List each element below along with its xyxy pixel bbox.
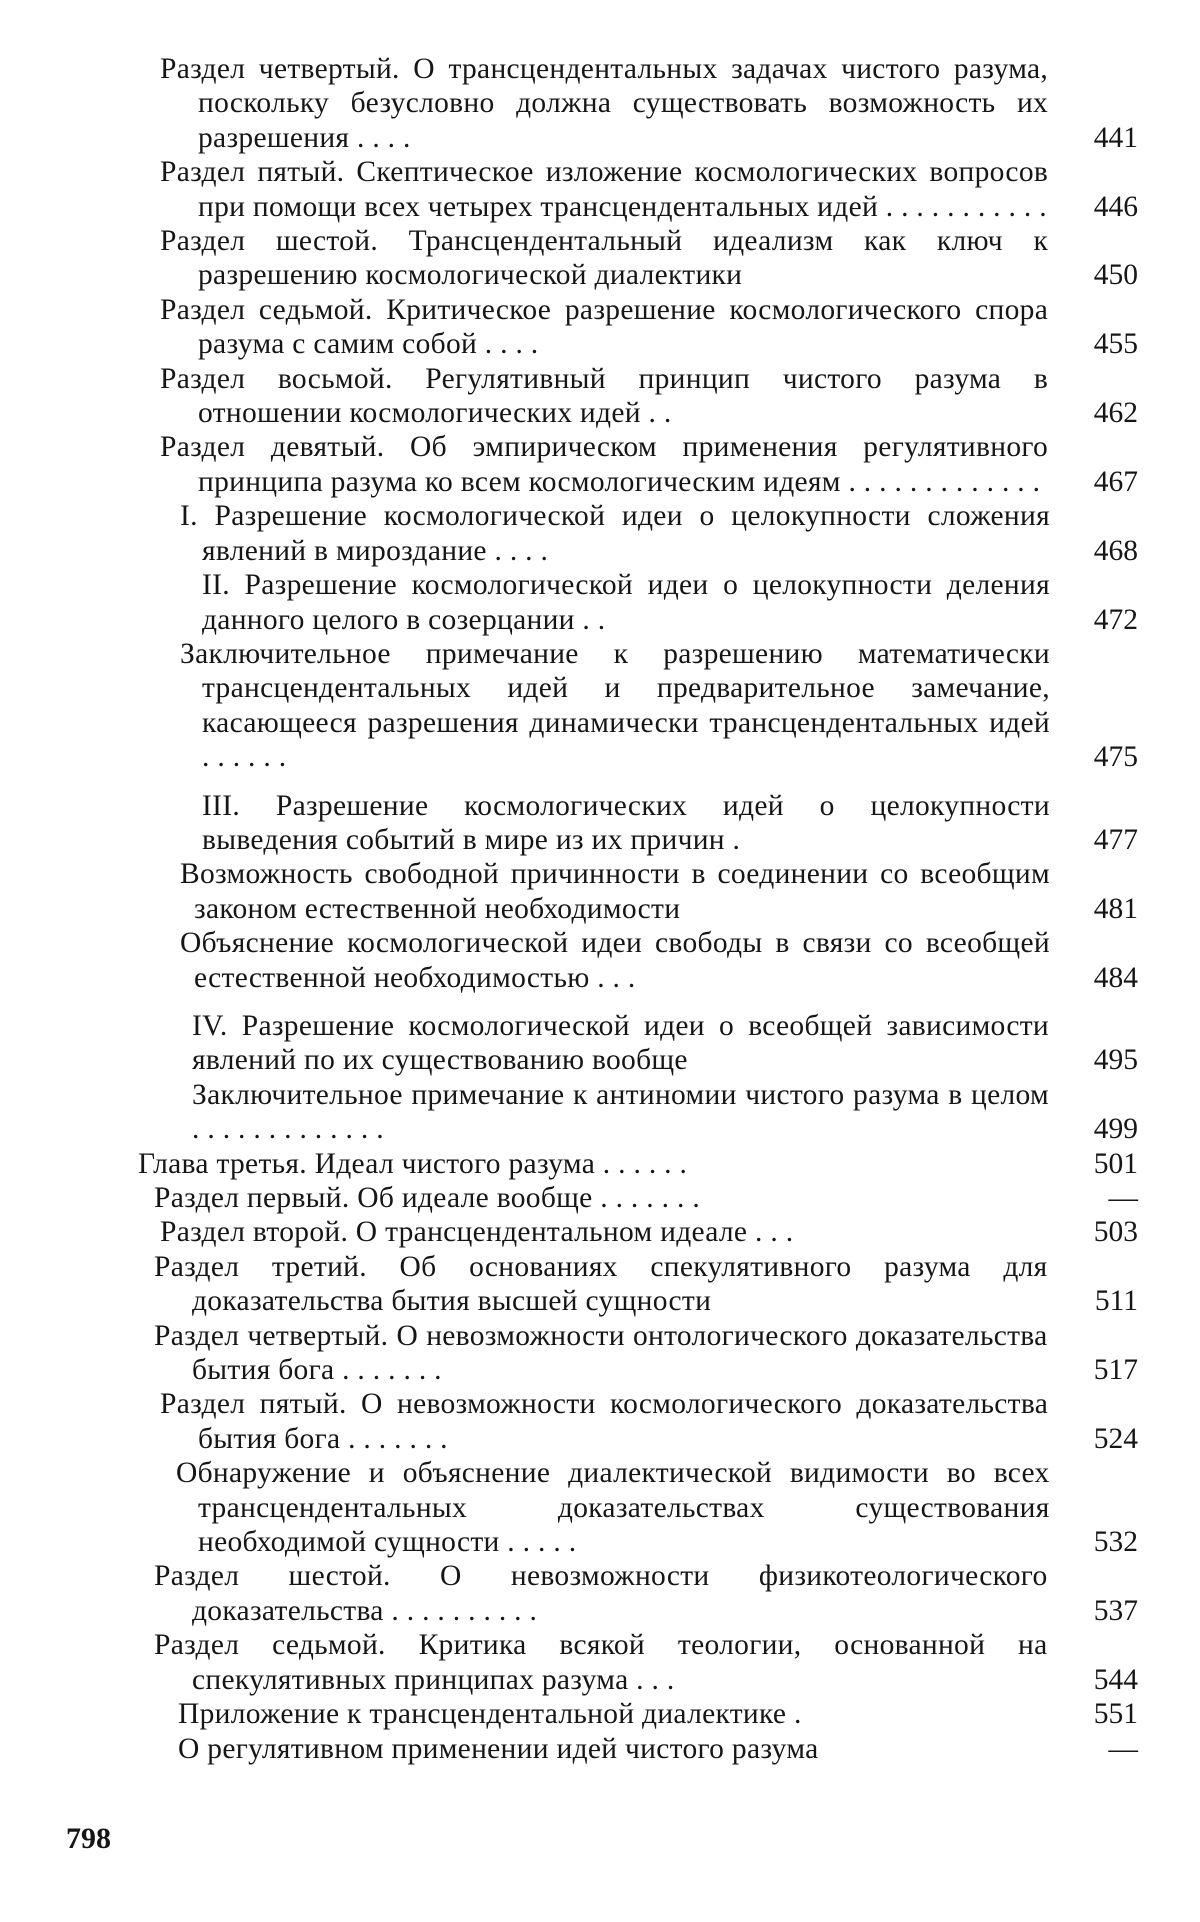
toc-entry-page: 462 <box>1093 397 1138 430</box>
toc-entry <box>138 499 1138 568</box>
toc-entry-title: Возможность свободной причинности в соединении со всеобщим законом естественной необходимости <box>180 858 1050 925</box>
toc-entry-page: — <box>1108 1732 1138 1765</box>
toc-entry <box>138 362 1138 431</box>
toc-entry-title: Обнаружение и объяснение диалектической видимости во всех трансцендентальных доказательствах существования необходимой сущности . . . . . <box>176 1457 1050 1559</box>
table-of-contents <box>138 52 1138 1766</box>
toc-entry-page: 450 <box>1093 259 1138 292</box>
toc-entry-page: 511 <box>1094 1285 1138 1318</box>
toc-entry-page: 441 <box>1093 121 1138 154</box>
toc-entry <box>138 1387 1138 1456</box>
toc-entry <box>138 1456 1138 1559</box>
toc-entry-page: 501 <box>1093 1147 1138 1180</box>
toc-entry-page: 495 <box>1093 1044 1138 1077</box>
toc-entry-page: 468 <box>1093 534 1138 567</box>
toc-entry-title: Раздел третий. Об основаниях спекулятивного разума для доказательства бытия высшей сущности <box>154 1250 1048 1318</box>
toc-entry <box>138 430 1138 499</box>
toc-entry-page: — <box>1108 1182 1138 1214</box>
page-number: 798 <box>66 1822 111 1855</box>
toc-entry <box>138 1319 1138 1388</box>
toc-entry-page: 532 <box>1093 1526 1138 1559</box>
toc-entry-title: Раздел седьмой. Критика всякой теологии, основанной на спекулятивных принципах разума . . . <box>154 1629 1048 1696</box>
toc-entry-title: Раздел шестой. Трансцендентальный идеализм как ключ к разрешению космологической диалектики <box>160 225 1049 292</box>
toc-entry-title: I. Разрешение космологической идеи о целокупности сложения явлений в мироздание . . . . <box>180 500 1050 567</box>
toc-entry-title: Раздел восьмой. Регулятивный принцип чистого разума в отношении космологических идей . . <box>160 362 1049 430</box>
toc-entry <box>138 155 1138 224</box>
toc-entry-page: 517 <box>1093 1354 1138 1387</box>
toc-entry-title: Раздел седьмой. Критическое разрешение космологического спора разума с самим собой . . . . <box>160 293 1049 361</box>
toc-entry-page: 551 <box>1093 1698 1138 1731</box>
toc-entry <box>138 789 1138 858</box>
toc-entry <box>138 857 1138 926</box>
toc-entry-title: Раздел четвертый. О трансцендентальных задачах чистого разума, поскольку безусловно должна существовать возможность их разрешения . . . . <box>160 53 1049 154</box>
toc-entry-page: 503 <box>1093 1216 1138 1249</box>
toc-entry-title: Заключительное примечание к разрешению математически трансцендентальных идей и предварительное замечание, касающееся разрешения динамически трансцендентальных идей . . . . . . <box>180 637 1050 774</box>
toc-entry-title: Объяснение космологической идеи свободы в связи со всеобщей естественной необходимостью . . . <box>180 927 1050 994</box>
toc-entry <box>138 1147 1138 1181</box>
toc-entry-page: 467 <box>1093 465 1138 498</box>
toc-entry <box>138 1250 1138 1319</box>
toc-entry <box>138 926 1138 995</box>
toc-entry <box>138 52 1138 155</box>
toc-entry-title: Приложение к трансцендентальной диалектике . <box>178 1698 802 1731</box>
toc-entry <box>138 568 1138 637</box>
toc-entry <box>138 1559 1138 1628</box>
toc-entry-title: Глава третья. Идеал чистого разума . . . . . . <box>138 1147 688 1180</box>
toc-entry-page: 484 <box>1093 961 1138 994</box>
toc-entry-title: Раздел пятый. О невозможности космологического доказательства бытия бога . . . . . . . <box>160 1388 1049 1455</box>
toc-entry-page: 544 <box>1093 1663 1138 1696</box>
toc-entry <box>138 293 1138 362</box>
toc-entry-title: Раздел девятый. Об эмпирическом применения регулятивного принципа разума ко всем космологическим идеям . . . . . . . . . . . . . <box>160 431 1049 498</box>
toc-entry <box>138 1697 1138 1731</box>
toc-entry-title: Раздел пятый. Скептическое изложение космологических вопросов при помощи всех четырех трансцендентальных идей . . . . . . . . . . . <box>160 156 1049 223</box>
toc-entry <box>138 1628 1138 1697</box>
toc-entry-title: Раздел второй. О трансцендентальном идеале . . . <box>160 1216 794 1249</box>
toc-entry <box>138 1732 1138 1766</box>
toc-entry <box>138 637 1138 775</box>
toc-entry-page: 481 <box>1093 892 1138 925</box>
toc-entry-page: 446 <box>1093 190 1138 223</box>
toc-entry-page: 455 <box>1093 328 1138 361</box>
toc-entry-page: 475 <box>1093 741 1138 774</box>
toc-entry-title: Заключительное примечание к антиномии чистого разума в целом . . . . . . . . . . . . . <box>192 1078 1050 1146</box>
toc-entry-title: Раздел шестой. О невозможности физикотеологического доказательства . . . . . . . . . . <box>154 1560 1048 1627</box>
toc-entry <box>138 1215 1138 1249</box>
toc-entry-page: 499 <box>1093 1113 1138 1146</box>
toc-entry-title: Раздел четвертый. О невозможности онтологического доказательства бытия бога . . . . . . . <box>154 1319 1048 1387</box>
toc-entry <box>138 224 1138 293</box>
toc-entry-page: 477 <box>1093 823 1138 856</box>
toc-entry-page: 472 <box>1093 603 1138 636</box>
toc-entry <box>138 1181 1138 1215</box>
toc-entry-page: 537 <box>1093 1594 1138 1627</box>
toc-entry-page: 524 <box>1093 1422 1138 1455</box>
toc-entry-title: II. Разрешение космологической идеи о целокупности деления данного целого в созерцании . . <box>202 569 1050 636</box>
toc-entry <box>138 1078 1138 1147</box>
toc-entry-title: Раздел первый. Об идеале вообще . . . . . . . <box>154 1182 701 1214</box>
toc-entry-title: IV. Разрешение космологической идеи о всеобщей зависимости явлений по их существованию вообще <box>192 1009 1050 1077</box>
toc-entry <box>138 1009 1138 1078</box>
toc-entry-title: III. Разрешение космологических идей о целокупности выведения событий в мире из их причин . <box>202 789 1050 856</box>
toc-entry-title: О регулятивном применении идей чистого разума <box>178 1732 819 1765</box>
